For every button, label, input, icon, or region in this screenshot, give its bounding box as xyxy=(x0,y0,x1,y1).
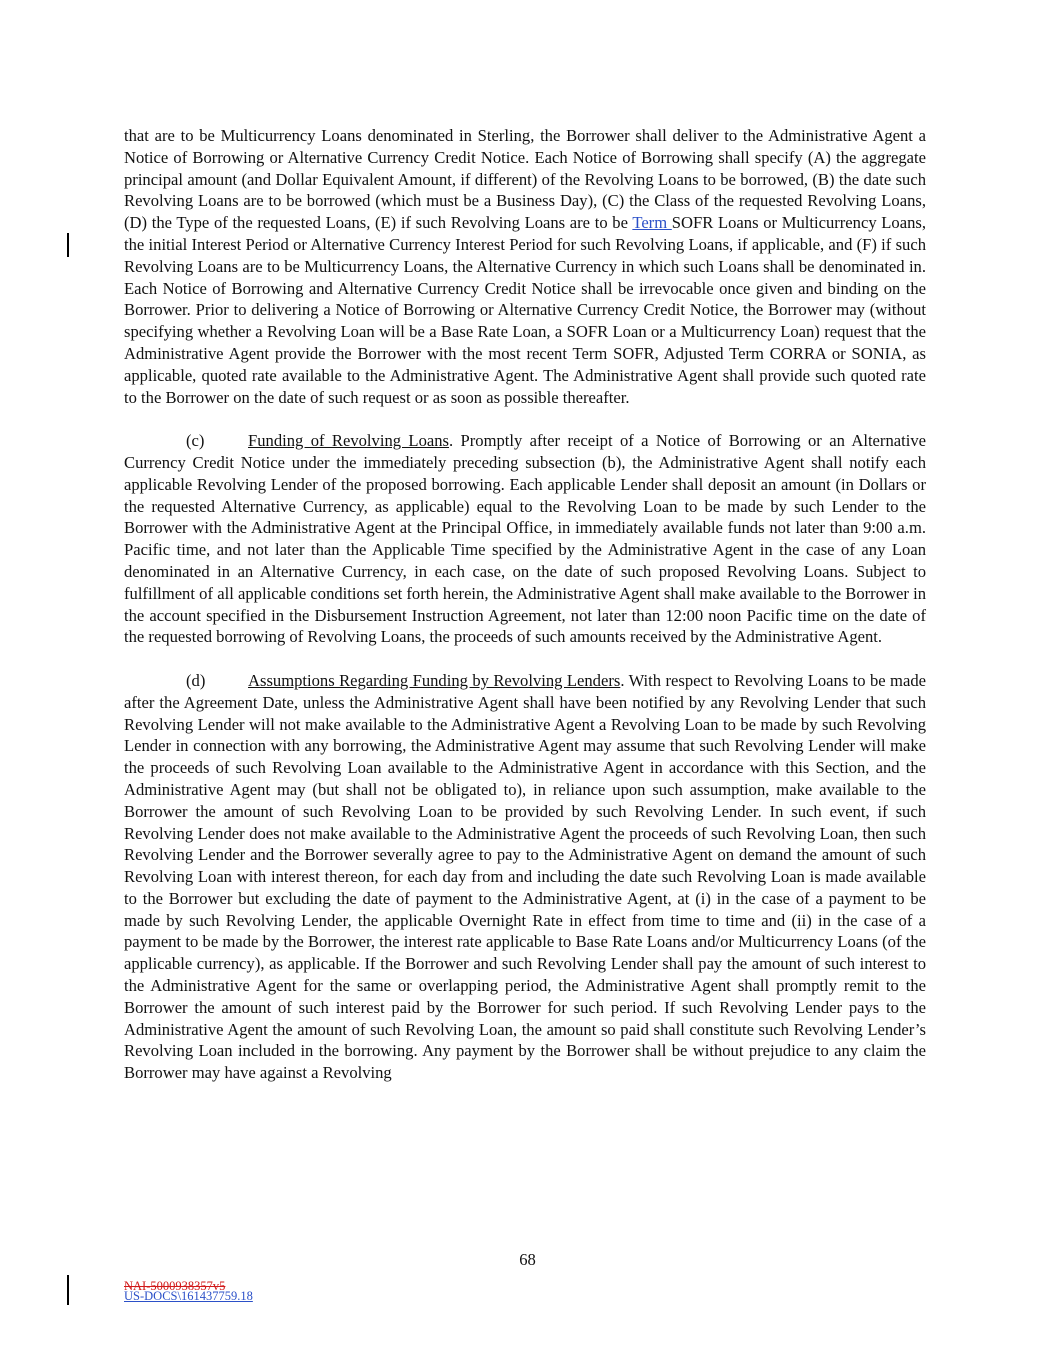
term-inserted-link[interactable]: Term xyxy=(632,213,672,233)
paragraph-b-text-after-link: SOFR Loans or Multicurrency Loans, the initial Interest Period or Alternative Currency Interest Period for such Revolving Loans, if applicable, and (F) if such Revolving Loans are to be Multicurrency Loans, the Alternative Currency in which such Loans shall be denominated in. Each Notice of Borrowing and Alternative Currency Credit Notice shall be irrevocable once given and binding on the Borrower. Prior to delivering a Notice of Borrowing or Alternative Currency Credit Notice, the Borrower may (without specifying whether a Revolving Loan will be a Base Rate Loan, a SOFR Loan or a Multicurrency Loan) request that the Administrative Agent provide the Borrower with the most recent Term SOFR, Adjusted Term CORRA or SONIA, as applicable, quoted rate available to the Administrative Agent. The Administrative Agent shall provide such quoted rate to the Borrower on the date of such request or as soon as possible thereafter. xyxy=(124,213,926,407)
revision-change-bar xyxy=(67,233,69,257)
paragraph-b-continuation xyxy=(124,125,926,408)
paragraph-c-heading: Funding of Revolving Loans xyxy=(248,431,449,451)
current-document-id: US-DOCS\161437759.18 xyxy=(124,1289,253,1303)
paragraph-c-label: (c) xyxy=(186,431,205,451)
page-number: 68 xyxy=(519,1250,536,1269)
document-body xyxy=(124,125,926,1106)
paragraph-b-text-before-link: that are to be Multicurrency Loans denominated in Sterling, the Borrower shall deliver to the Administrative Agent a Notice of Borrowing or Alternative Currency Credit Notice. Each Notice of Borrowing shall specify (A) the aggregate principal amount (and Dollar Equivalent Amount, if different) of the Revolving Loans to be borrowed, (B) the date such Revolving Loans are to be borrowed (which must be a Business Day), (C) the Class of the requested Revolving Loans, (D) the Type of the requested Loans, (E) if such Revolving Loans are to be xyxy=(124,126,926,233)
footer-change-bar xyxy=(67,1275,69,1305)
paragraph-d-heading: Assumptions Regarding Funding by Revolving Lenders xyxy=(248,670,621,690)
paragraph-d-text: . With respect to Revolving Loans to be made after the Agreement Date, unless the Administrative Agent shall have been notified by any Revolving Lender that such Revolving Lender will not make available to the Administrative Agent a Revolving Loan to be made by such Revolving Lender in connection with any borrowing, the Administrative Agent may assume that such Revolving Lender will make the proceeds of such Revolving Loan available to the Administrative Agent in accordance with this Section, and the Administrative Agent may (but shall not be obligated to), in reliance upon such assumption, make available to the Borrower the amount of such Revolving Loan to be provided by such Revolving Lender. In such event, if such Revolving Lender does not make available to the Administrative Agent the proceeds of such Revolving Loan, then such Revolving Lender and the Borrower severally agree to pay to the Administrative Agent on demand the amount of such Revolving Loan with interest thereon, for each day from and including the date such Revolving Loan is made available to the Borrower but excluding the date of payment to the Administrative Agent, at (i) in the case of a payment to be made by such Revolving Lender, the applicable Overnight Rate in effect from time to time and (ii) in the case of a payment to be made by the Borrower, the interest rate applicable to Base Rate Loans and/or Multicurrency Loans (of the applicable currency), as applicable. If the Borrower and such Revolving Lender shall pay the amount of such interest to the Administrative Agent for the same or overlapping period, the Administrative Agent shall promptly remit to the Borrower the amount of such interest paid by the Borrower for such period. If such Revolving Lender pays to the Administrative Agent the amount of such Revolving Loan, the amount so paid shall constitute such Revolving Lender’s Revolving Loan included in the borrowing. Any payment by the Borrower shall be without prejudice to any claim the Borrower may have against a Revolving xyxy=(124,670,926,1083)
paragraph-c xyxy=(124,430,926,648)
paragraph-c-text: . Promptly after receipt of a Notice of Borrowing or an Alternative Currency Credit Notice under the immediately preceding subsection (b), the Administrative Agent shall notify each applicable Revolving Lender of the proposed borrowing. Each applicable Lender shall deposit an amount (in Dollars or the requested Alternative Currency, as applicable) equal to the Revolving Loan to be made by such Lender to the Borrower with the Administrative Agent at the Principal Office, in immediately available funds not later than 9:00 a.m. Pacific time, and not later than the Applicable Time specified by the Administrative Agent in the case of any Loan denominated in an Alternative Currency, in each case, on the date of such proposed Revolving Loans. Subject to fulfillment of all applicable conditions set forth herein, the Administrative Agent shall make available to the Borrower in the account specified in the Disbursement Instruction Agreement, not later than 12:00 noon Pacific time on the date of the requested borrowing of Revolving Loans, the proceeds of such amounts received by the Administrative Agent. xyxy=(124,431,926,647)
deleted-document-id: NAI-5000938357v5 xyxy=(124,1279,226,1293)
paragraph-d xyxy=(124,670,926,1084)
paragraph-d-label: (d) xyxy=(186,670,206,690)
